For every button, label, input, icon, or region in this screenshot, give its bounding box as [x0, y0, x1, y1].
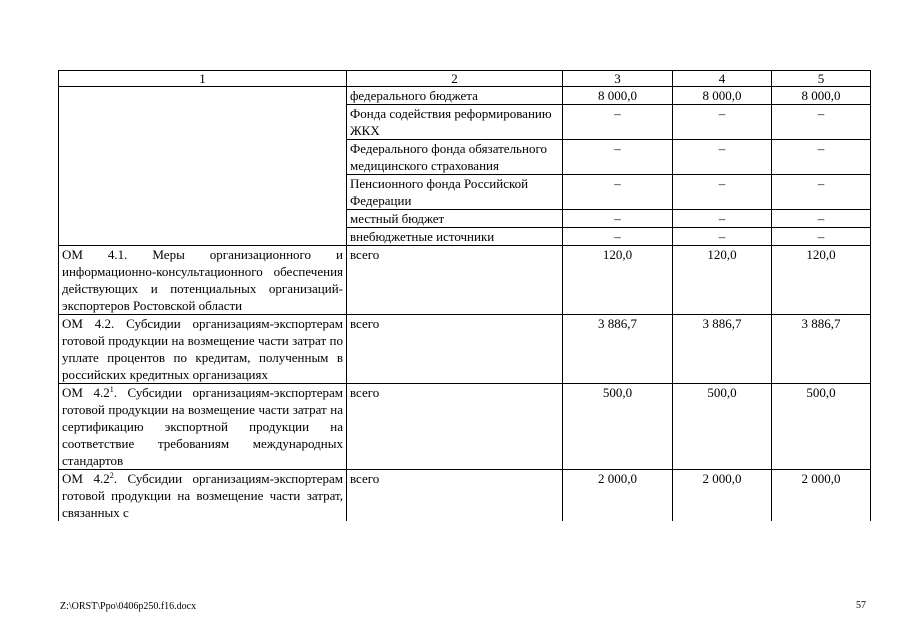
budget-table — [58, 70, 871, 521]
value-col-4: – — [673, 228, 772, 246]
header-col-4: 4 — [673, 71, 772, 87]
value-col-5: – — [772, 175, 871, 210]
source-cell: всего — [347, 315, 563, 384]
measure-name-prefix: ОМ 4.2 — [62, 471, 110, 486]
value-col-4: – — [673, 105, 772, 140]
header-col-5: 5 — [772, 71, 871, 87]
value-col-5: 120,0 — [772, 246, 871, 315]
value-col-5: – — [772, 210, 871, 228]
source-cell: внебюджетные источники — [347, 228, 563, 246]
value-col-4: – — [673, 175, 772, 210]
value-col-4: 8 000,0 — [673, 87, 772, 105]
value-col-4: – — [673, 210, 772, 228]
page-number: 57 — [856, 600, 866, 611]
value-col-3: 120,0 — [563, 246, 673, 315]
continued-measure-cell — [59, 87, 347, 246]
header-row — [59, 71, 871, 87]
source-cell: всего — [347, 470, 563, 522]
value-col-5: 2 000,0 — [772, 470, 871, 522]
table-row — [59, 470, 871, 522]
table-row — [59, 384, 871, 470]
value-col-4: 120,0 — [673, 246, 772, 315]
table-row — [59, 87, 871, 105]
value-col-3: – — [563, 105, 673, 140]
measure-name: ОМ 4.1. Меры организационного и информационно-консультационного обеспечения действующих и потенциальных организаций-экспортеров Ростовской области — [62, 247, 343, 313]
header-col-3: 3 — [563, 71, 673, 87]
value-col-4: 500,0 — [673, 384, 772, 470]
measure-name-cell — [59, 470, 347, 522]
measure-name-cell — [59, 384, 347, 470]
header-col-2: 2 — [347, 71, 563, 87]
value-col-3: 3 886,7 — [563, 315, 673, 384]
value-col-5: 8 000,0 — [772, 87, 871, 105]
value-col-3: 500,0 — [563, 384, 673, 470]
source-cell: всего — [347, 246, 563, 315]
value-col-3: – — [563, 228, 673, 246]
source-cell: Федерального фонда обязательного медицинского страхования — [347, 140, 563, 175]
measure-name-cell — [59, 315, 347, 384]
header-col-1: 1 — [59, 71, 347, 87]
value-col-5: 3 886,7 — [772, 315, 871, 384]
measure-superscript: 1 — [109, 385, 114, 394]
source-cell: Фонда содействия реформированию ЖКХ — [347, 105, 563, 140]
value-col-5: – — [772, 140, 871, 175]
value-col-5: – — [772, 105, 871, 140]
value-col-3: 2 000,0 — [563, 470, 673, 522]
value-col-3: 8 000,0 — [563, 87, 673, 105]
table-row — [59, 315, 871, 384]
footer-file-path: Z:\ORST\Ppo\0406p250.f16.docx — [60, 601, 197, 612]
measure-name-suffix: . Субсидии организациям-экспортерам готовой продукции на возмещение части затрат на сертификацию экспортной продукции на соответствие требованиям международных стандартов — [62, 385, 343, 468]
measure-name-cell — [59, 246, 347, 315]
value-col-3: – — [563, 140, 673, 175]
value-col-3: – — [563, 210, 673, 228]
value-col-4: – — [673, 140, 772, 175]
value-col-3: – — [563, 175, 673, 210]
value-col-4: 3 886,7 — [673, 315, 772, 384]
value-col-4: 2 000,0 — [673, 470, 772, 522]
source-cell: местный бюджет — [347, 210, 563, 228]
source-cell: Пенсионного фонда Российской Федерации — [347, 175, 563, 210]
source-cell: федерального бюджета — [347, 87, 563, 105]
measure-superscript: 2 — [109, 471, 114, 480]
measure-name-suffix: . Субсидии организациям-экспортерам готовой продукции на возмещение части затрат, связанных с — [62, 471, 343, 520]
value-col-5: – — [772, 228, 871, 246]
source-cell: всего — [347, 384, 563, 470]
value-col-5: 500,0 — [772, 384, 871, 470]
measure-name-prefix: ОМ 4.2 — [62, 385, 110, 400]
table-row — [59, 246, 871, 315]
measure-name: ОМ 4.2. Субсидии организациям-экспортерам готовой продукции на возмещение части затрат по уплате процентов по кредитам, полученным в российских кредитных организациях — [62, 316, 343, 382]
